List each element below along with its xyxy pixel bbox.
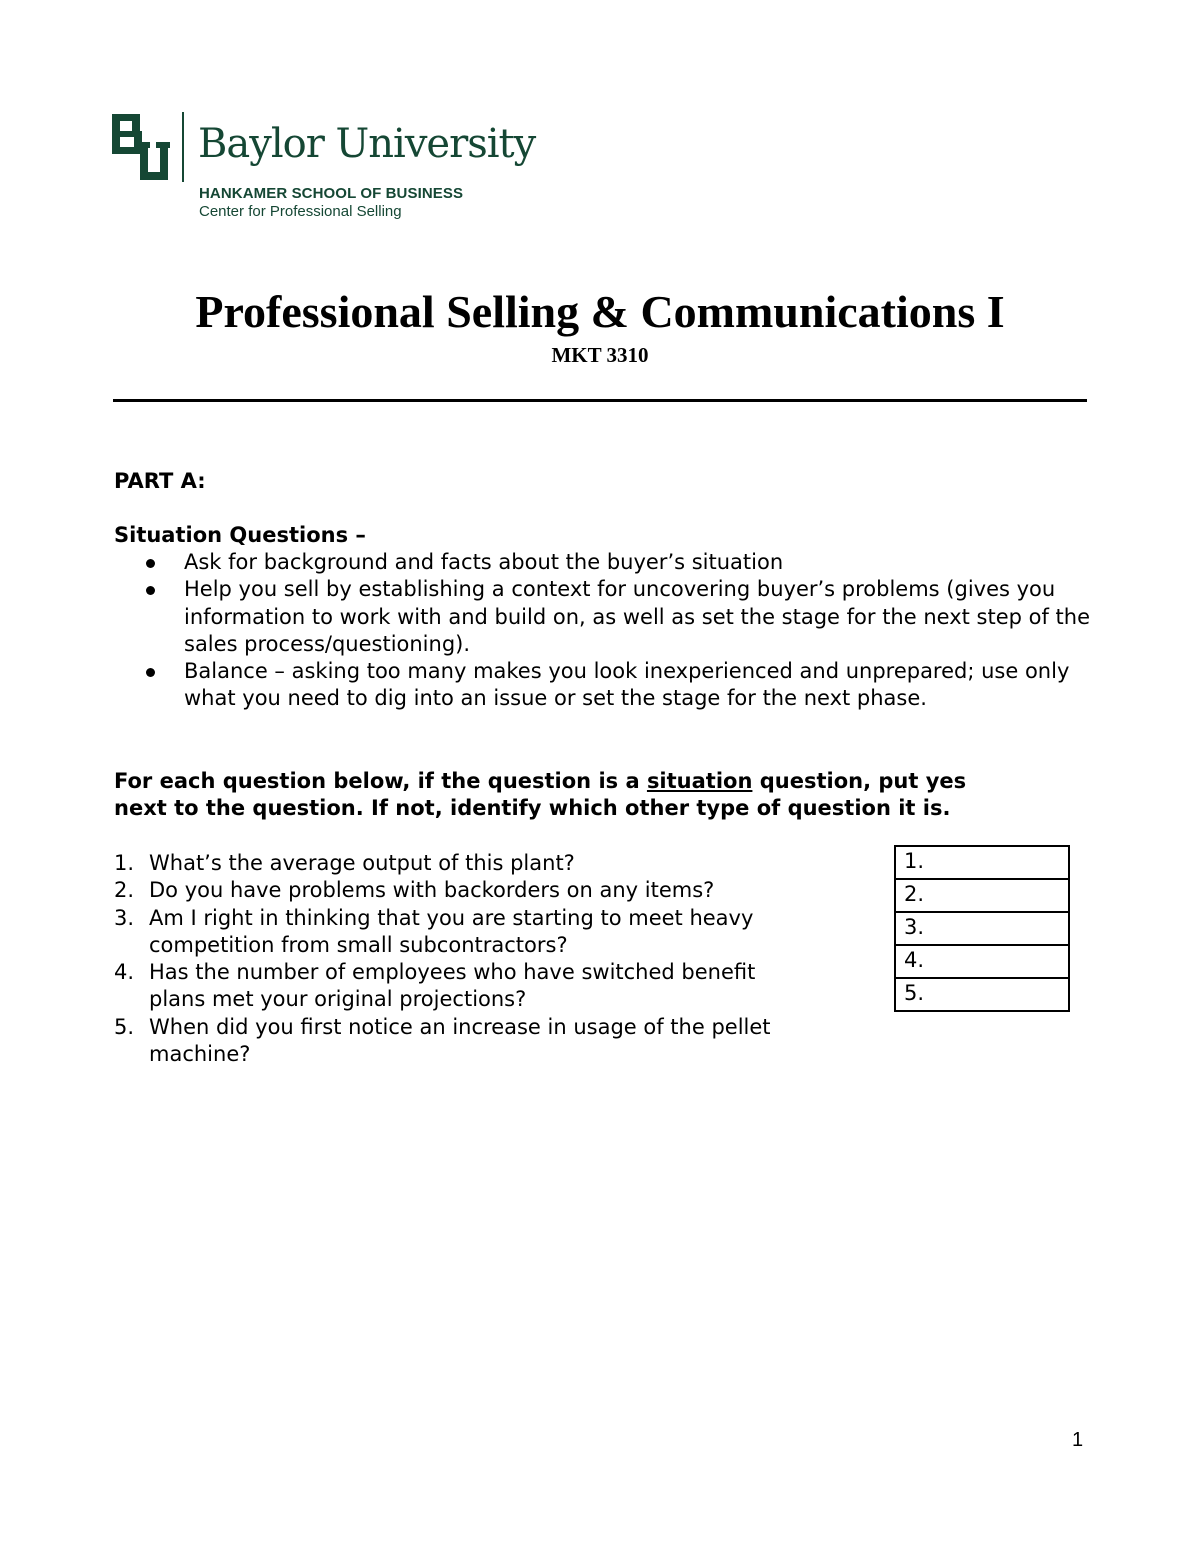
answer-cell[interactable]: 3.: [895, 912, 1069, 945]
course-code: MKT 3310: [551, 343, 649, 367]
page-number: 1: [1072, 1429, 1084, 1451]
question-text: What’s the average output of this plant?: [149, 851, 575, 875]
bullet-text: Ask for background and facts about the buyer’s situation: [184, 550, 784, 574]
part-heading: PART A:: [114, 469, 206, 493]
question-number: 4.: [114, 960, 135, 985]
answer-cell[interactable]: 2.: [895, 879, 1069, 912]
instructions: [114, 768, 966, 822]
answer-row: [895, 945, 1069, 978]
bu-monogram-icon: [110, 112, 170, 184]
question-item: [114, 1014, 854, 1069]
question-text: Do you have problems with backorders on any items?: [149, 878, 715, 903]
question-number: 5.: [114, 1014, 135, 1039]
question-item: [114, 850, 854, 877]
bullet-icon: [146, 668, 155, 677]
instructions-emphasis: situation: [646, 769, 753, 793]
bullet-item: [114, 549, 1094, 576]
university-name: Baylor University: [198, 121, 536, 167]
center-name: Center for Professional Selling: [199, 203, 402, 220]
title-divider: [113, 399, 1087, 402]
instructions-text: question, put yes: [752, 769, 967, 793]
instructions-text: For each question below, if the question is a: [114, 769, 647, 793]
answer-row: [895, 846, 1069, 879]
bullet-icon: [146, 559, 155, 568]
situation-bullet-list: [114, 549, 1094, 713]
answer-row: [895, 912, 1069, 945]
answer-cell[interactable]: 5.: [895, 978, 1069, 1011]
question-number: 3.: [114, 905, 135, 930]
bullet-text: Help you sell by establishing a context for uncovering buyer’s problems (gives you information to work with and build on, as well as set the stage for the next step of the sales process/questioning).: [184, 577, 1091, 656]
question-number: 1.: [114, 851, 135, 875]
bullet-item: [114, 576, 1094, 658]
question-text: Has the number of employees who have switched benefit: [149, 960, 756, 985]
question-text: machine?: [149, 1042, 251, 1067]
question-item: [114, 905, 854, 960]
bullet-text: Balance – asking too many makes you look inexperienced and unprepared; use only what you need to dig into an issue or set the stage for the next phase.: [184, 659, 1070, 711]
question-text: plans met your original projections?: [149, 987, 527, 1012]
question-item: [114, 877, 854, 904]
document-title: Professional Selling & Communications I: [195, 286, 1005, 337]
question-text: Am I right in thinking that you are starting to meet heavy: [149, 905, 754, 930]
question-number: 2.: [114, 878, 135, 903]
bullet-icon: [146, 586, 155, 595]
bullet-item: [114, 658, 1094, 713]
instructions-line-1: [114, 768, 966, 795]
question-text: competition from small subcontractors?: [149, 932, 568, 957]
instructions-line-2: next to the question. If not, identify which other type of question it is.: [114, 796, 951, 820]
question-item: [114, 959, 854, 1014]
logo-divider: [182, 112, 184, 182]
question-text: When did you first notice an increase in usage of the pellet: [149, 1014, 771, 1039]
situation-heading: Situation Questions –: [114, 523, 366, 547]
answer-cell[interactable]: 1.: [895, 846, 1069, 879]
school-name: HANKAMER SCHOOL OF BUSINESS: [199, 185, 464, 202]
answer-cell[interactable]: 4.: [895, 945, 1069, 978]
question-list: [114, 850, 854, 1068]
answer-row: [895, 879, 1069, 912]
answer-row: [895, 978, 1069, 1011]
answer-table: [894, 845, 1070, 1012]
